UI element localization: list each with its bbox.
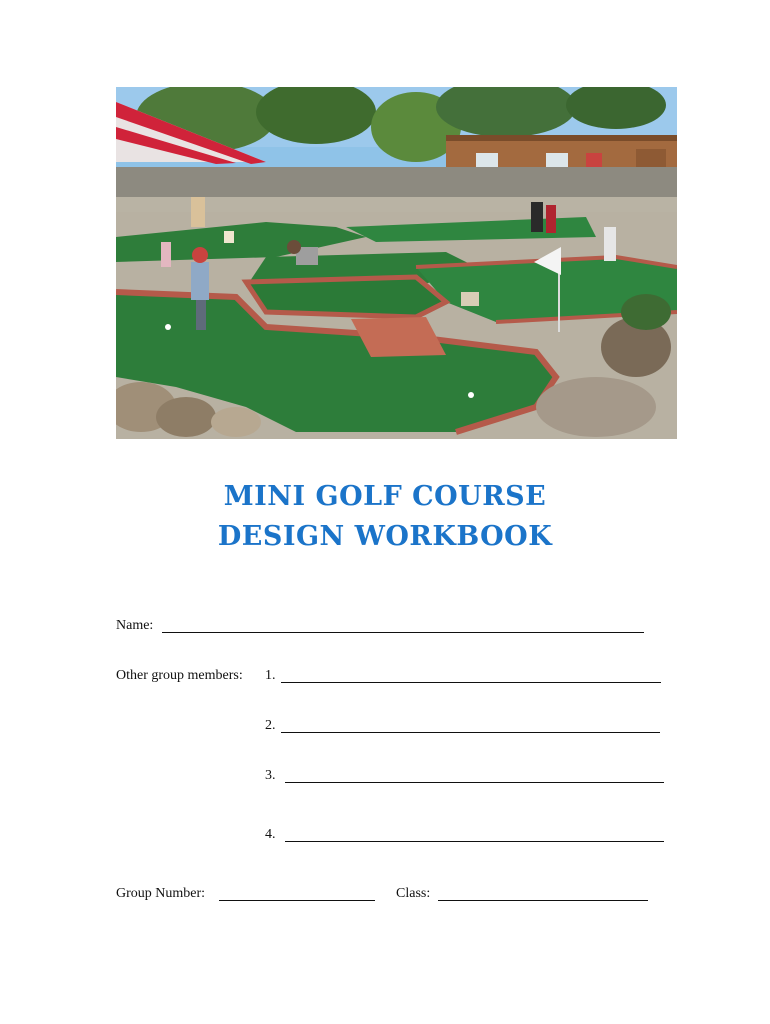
member-2-field[interactable] [281, 732, 660, 733]
group-members-label: Other group members: [116, 668, 243, 683]
member-4-field[interactable] [285, 841, 664, 842]
class-label: Class: [396, 886, 431, 901]
member-1-field[interactable] [281, 682, 661, 683]
member-number-3: 3. [265, 768, 276, 783]
member-number-2: 2. [265, 718, 276, 733]
member-number-1: 1. [265, 668, 276, 683]
group-number-label: Group Number: [116, 886, 206, 901]
course-illustration [116, 87, 677, 439]
group-number-field[interactable] [219, 900, 375, 901]
member-number-4: 4. [265, 827, 276, 842]
mini-golf-course-photo [116, 87, 677, 439]
workbook-title-line2: DESIGN WORKBOOK [217, 521, 553, 552]
name-field[interactable] [162, 632, 644, 633]
class-field[interactable] [438, 900, 648, 901]
workbook-title-line1: MINI GOLF COURSE [223, 481, 547, 512]
name-label: Name: [116, 618, 154, 633]
member-3-field[interactable] [285, 782, 664, 783]
